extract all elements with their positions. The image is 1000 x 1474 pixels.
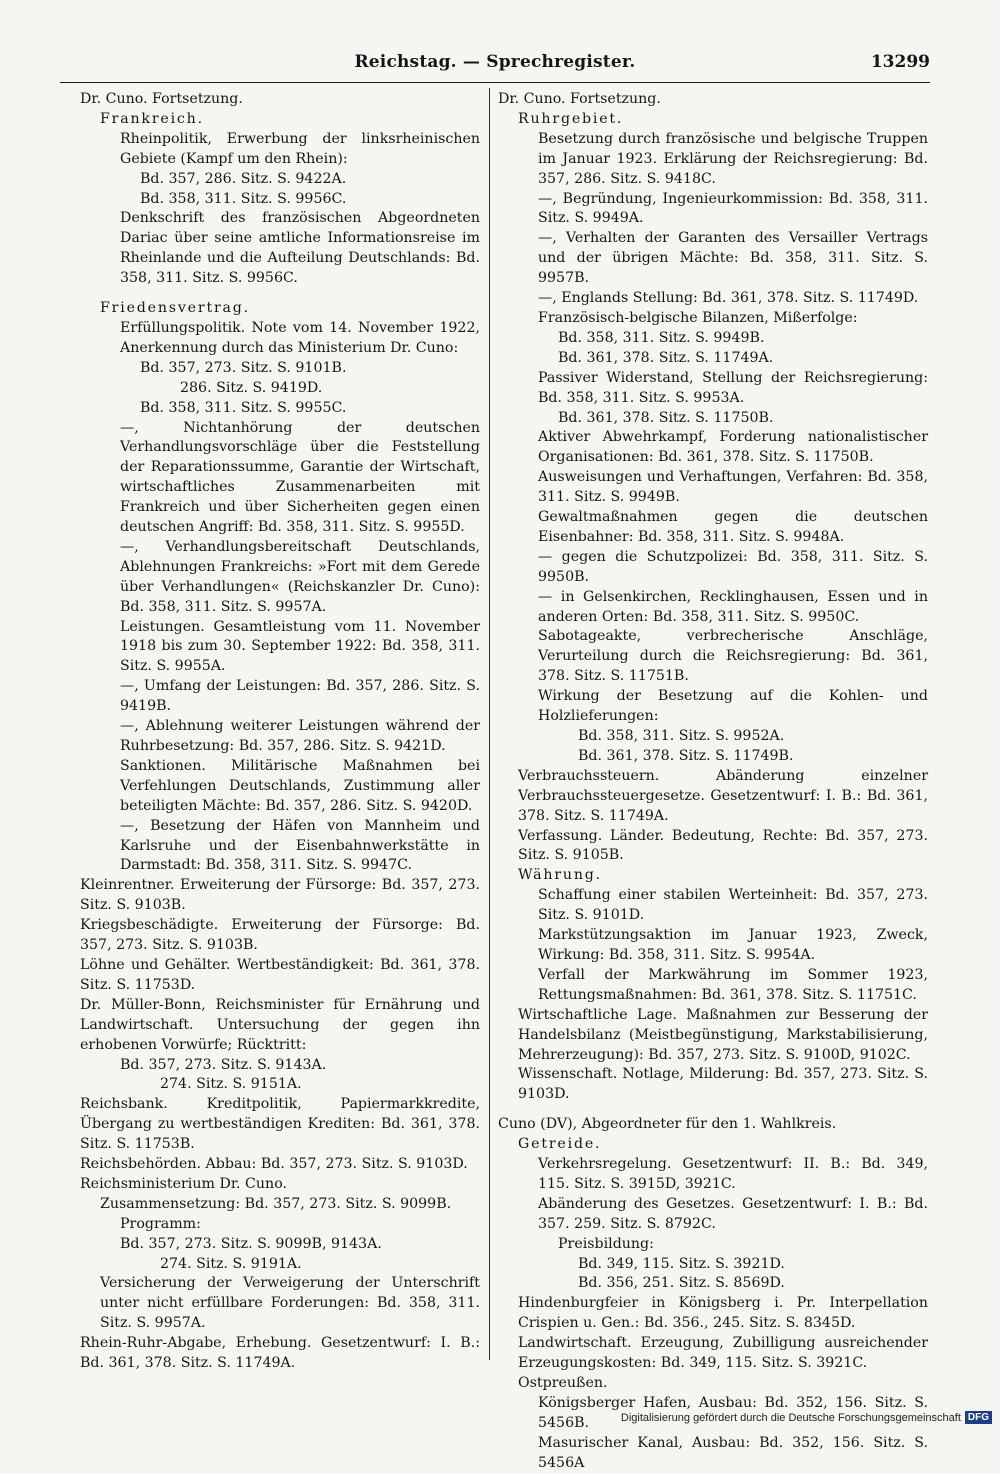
spacer (498, 1105, 928, 1115)
index-entry: — gegen die Schutzpolizei: Bd. 358, 311. Sitz. S. 9950B. (538, 548, 928, 585)
index-entry: Bd. 357, 273. Sitz. S. 9099B, 9143A. (120, 1235, 382, 1252)
index-entry: Bd. 356, 251. Sitz. S. 8569D. (578, 1275, 785, 1292)
index-entry: Verkehrsregelung. Gesetzentwurf: II. B.: Bd. 349, 115. Sitz. S. 3915D, 3921C. (538, 1156, 928, 1192)
index-entry: Bd. 361, 378. Sitz. S. 11750B. (558, 409, 774, 426)
index-entry: Kleinrentner. Erweiterung der Fürsorge: Bd. 357, 273. Sitz. S. 9103B. (80, 877, 480, 914)
index-entry: Versicherung der Verweigerung der Unterschrift unter nicht erfüllbare Forderungen: Bd. 358, 311. Sitz. S. 9957A. (100, 1275, 480, 1332)
index-entry: Bd. 357, 273. Sitz. S. 9101B. (140, 359, 347, 376)
running-title: Reichstag. — Sprechregister. (354, 52, 636, 72)
index-entry: Preisbildung: (558, 1235, 654, 1252)
index-entry: Ostpreußen. (518, 1375, 608, 1391)
index-entry: Rhein-Ruhr-Abgabe, Erhebung. Gesetzentwurf: I. B.: Bd. 361, 378. Sitz. S. 11749A. (80, 1335, 480, 1372)
spacer (80, 289, 480, 299)
index-entry: Frankreich. (100, 110, 204, 127)
index-entry: Bd. 358, 311. Sitz. S. 9956C. (140, 190, 347, 207)
dfg-logo: DFG (965, 1411, 992, 1424)
index-entry: Leistungen. Gesamtleistung vom 11. November 1918 bis zum 30. September 1922: Bd. 358, 311. Sitz. S. 9955A. (120, 618, 480, 675)
index-entry: Gewaltmaßnahmen gegen die deutschen Eisenbahner: Bd. 358, 311. Sitz. S. 9948A. (538, 509, 928, 545)
index-entry: Dr. Müller-Bonn, Reichsminister für Ernährung und Landwirtschaft. Untersuchung der gegen ihn erhobenen Vorwürfe; Rücktritt: (80, 996, 480, 1053)
index-entry: 286. Sitz. S. 9419D. (180, 379, 323, 396)
index-entry: — in Gelsenkirchen, Recklinghausen, Essen und in anderen Orten: Bd. 358, 311. Sitz. S. 9950C. (538, 588, 928, 625)
index-entry: Dr. Cuno. Fortsetzung. (498, 91, 661, 107)
index-entry: Ruhrgebiet. (518, 110, 624, 127)
index-entry: Ausweisungen und Verhaftungen, Verfahren: Bd. 358, 311. Sitz. S. 9949B. (538, 469, 928, 506)
index-entry: —, Verhalten der Garanten des Versailler Vertrags und der übrigen Mächte: Bd. 358, 311. Sitz. S. 9957B. (538, 230, 928, 287)
page-number: 13299 (870, 52, 930, 72)
index-entry: Bd. 357, 273. Sitz. S. 9143A. (120, 1056, 327, 1073)
index-entry: Zusammensetzung: Bd. 357, 273. Sitz. S. 9099B. (100, 1195, 452, 1212)
index-entry: Friedensvertrag. (100, 300, 250, 317)
index-entry: —, Englands Stellung: Bd. 361, 378. Sitz. S. 11749D. (538, 290, 919, 307)
index-entry: Denkschrift des französischen Abgeordneten Dariac über seine amtliche Informationsreise im Rheinlande und die Aufteilung Deutschlands: Bd. 358, 311. Sitz. S. 9956C. (120, 210, 480, 287)
index-entry: —, Begründung, Ingenieurkommission: Bd. 358, 311. Sitz. S. 9949A. (538, 190, 928, 227)
index-entry: Erfüllungspolitik. Note vom 14. November 1922, Anerkennung durch das Ministerium Dr. Cuno: (120, 319, 480, 356)
index-entry: —, Nichtanhörung der deutschen Verhandlungsvorschläge über die Feststellung der Reparationssumme, Garantie der Wirtschaft, wirtschaftliches Zusammenarbeiten mit Frankreich und über Sicherheiten gegen einen deutschen Angriff: Bd. 358, 311. Sitz. S. 9955D. (120, 419, 480, 536)
index-entry: Reichsbank. Kreditpolitik, Papiermarkkredite, Übergang zu wertbeständigen Krediten: Bd. 361, 378. Sitz. S. 11753B. (80, 1096, 480, 1153)
index-entry: Bd. 358, 311. Sitz. S. 9949B. (558, 329, 765, 346)
index-entry: Bd. 361, 378. Sitz. S. 11749A. (558, 349, 774, 366)
index-entry: Verfall der Markwährung im Sommer 1923, Rettungsmaßnahmen: Bd. 361, 378. Sitz. S. 11751C. (538, 966, 928, 1003)
index-entry: Dr. Cuno. Fortsetzung. (80, 91, 243, 107)
index-entry: Aktiver Abwehrkampf, Forderung nationalistischer Organisationen: Bd. 361, 378. Sitz. S. 11750B. (538, 429, 928, 466)
index-entry: Sabotageakte, verbrecherische Anschläge, Verurteilung durch die Reichsregierung: Bd. 361, 378. Sitz. S. 11751B. (538, 628, 928, 685)
index-entry: Bd. 361, 378. Sitz. S. 11749B. (578, 747, 794, 764)
index-entry: —, Verhandlungsbereitschaft Deutschlands, Ablehnungen Frankreichs: »Fort mit dem Gerede über Verhandlungen« (Reichskanzler Dr. Cuno): Bd. 358, 311. Sitz. S. 9957A. (120, 538, 480, 615)
index-entry: Wissenschaft. Notlage, Milderung: Bd. 357, 273. Sitz. S. 9103D. (518, 1066, 928, 1103)
index-entry: Wirtschaftliche Lage. Maßnahmen zur Besserung der Handelsbilanz (Meistbegünstigung, Markstabilisierung, Mehrerzeugung): Bd. 357, 273. Sitz. S. 9100D, 9102C. (518, 1006, 928, 1063)
column-divider (489, 88, 490, 1360)
index-entry: Wirkung der Besetzung auf die Kohlen- und Holzlieferungen: (538, 688, 928, 725)
page-header (60, 46, 930, 83)
index-entry: Masurischer Kanal, Ausbau: Bd. 352, 156. Sitz. S. 5456A (538, 1434, 928, 1471)
index-entry: Abänderung des Gesetzes. Gesetzentwurf: I. B.: Bd. 357. 259. Sitz. S. 8792C. (538, 1195, 928, 1232)
index-entry: Landwirtschaft. Erzeugung, Zubilligung ausreichender Erzeugungskosten: Bd. 349, 115. Sitz. S. 3921C. (518, 1335, 928, 1372)
index-entry: Besetzung durch französische und belgische Truppen im Januar 1923. Erklärung der Reichsregierung: Bd. 357, 286. Sitz. S. 9418C. (538, 130, 928, 187)
index-entry: Reichsbehörden. Abbau: Bd. 357, 273. Sitz. S. 9103D. (80, 1156, 468, 1173)
index-entry: Hindenburgfeier in Königsberg i. Pr. Interpellation Crispien u. Gen.: Bd. 356., 245. Sitz. S. 8345D. (518, 1295, 928, 1332)
index-entry: —, Besetzung der Häfen von Mannheim und Karlsruhe und der Eisenbahnwerkstätte in Darmstadt: Bd. 358, 311. Sitz. S. 9947C. (120, 817, 480, 874)
index-entry: Königsberger Hafen, Ausbau: Bd. 352, 156. Sitz. S. 5456B. (538, 1394, 928, 1431)
footer-credit: Digitalisierung gefördert durch die Deutsche Forschungsgemeinschaft (620, 1411, 961, 1424)
footer (621, 1411, 992, 1424)
index-entry: Bd. 358, 311. Sitz. S. 9952A. (578, 728, 785, 744)
index-entry: Französisch-belgische Bilanzen, Mißerfolge: (538, 309, 858, 326)
left-column (80, 90, 480, 1374)
index-entry: Bd. 357, 286. Sitz. S. 9422A. (140, 170, 347, 187)
index-entry: Markstützungsaktion im Januar 1923, Zweck, Wirkung: Bd. 358, 311. Sitz. S. 9954A. (538, 927, 928, 963)
index-entry: —, Umfang der Leistungen: Bd. 357, 286. Sitz. S. 9419B. (120, 678, 480, 715)
index-entry: Verbrauchssteuern. Abänderung einzelner Verbrauchssteuergesetze. Gesetzentwurf: I. B.: Bd. 361, 378. Sitz. S. 11749A. (518, 767, 928, 824)
index-entry: Schaffung einer stabilen Werteinheit: Bd. 357, 273. Sitz. S. 9101D. (538, 887, 928, 924)
index-entry: Bd. 358, 311. Sitz. S. 9955C. (140, 399, 347, 416)
index-entry: Rheinpolitik, Erwerbung der linksrheinischen Gebiete (Kampf um den Rhein): (120, 130, 480, 167)
index-entry: Kriegsbeschädigte. Erweiterung der Fürsorge: Bd. 357, 273. Sitz. S. 9103B. (80, 917, 480, 954)
index-entry: Sanktionen. Militärische Maßnahmen bei Verfehlungen Deutschlands, Zustimmung aller beteiligten Mächte: Bd. 357, 286. Sitz. S. 9420D. (120, 757, 480, 814)
index-entry: Reichsministerium Dr. Cuno. (80, 1175, 287, 1192)
index-entry: 274. Sitz. S. 9151A. (160, 1076, 302, 1093)
index-entry: 274. Sitz. S. 9191A. (160, 1255, 302, 1272)
index-entry: Cuno (DV), Abgeordneter für den 1. Wahlkreis. (498, 1116, 837, 1133)
index-entry: Passiver Widerstand, Stellung der Reichsregierung: Bd. 358, 311. Sitz. S. 9953A. (538, 369, 928, 406)
index-entry: Währung. (518, 867, 602, 884)
index-entry: Löhne und Gehälter. Wertbeständigkeit: Bd. 361, 378. Sitz. S. 11753D. (80, 956, 480, 993)
index-entry: Bd. 349, 115. Sitz. S. 3921D. (578, 1255, 785, 1272)
index-entry: Programm: (120, 1215, 201, 1232)
index-entry: —, Ablehnung weiterer Leistungen während der Ruhrbesetzung: Bd. 357, 286. Sitz. S. 9421D. (120, 718, 480, 754)
index-entry: Getreide. (518, 1136, 602, 1153)
index-entry: Verfassung. Länder. Bedeutung, Rechte: Bd. 357, 273. Sitz. S. 9105B. (518, 827, 928, 864)
